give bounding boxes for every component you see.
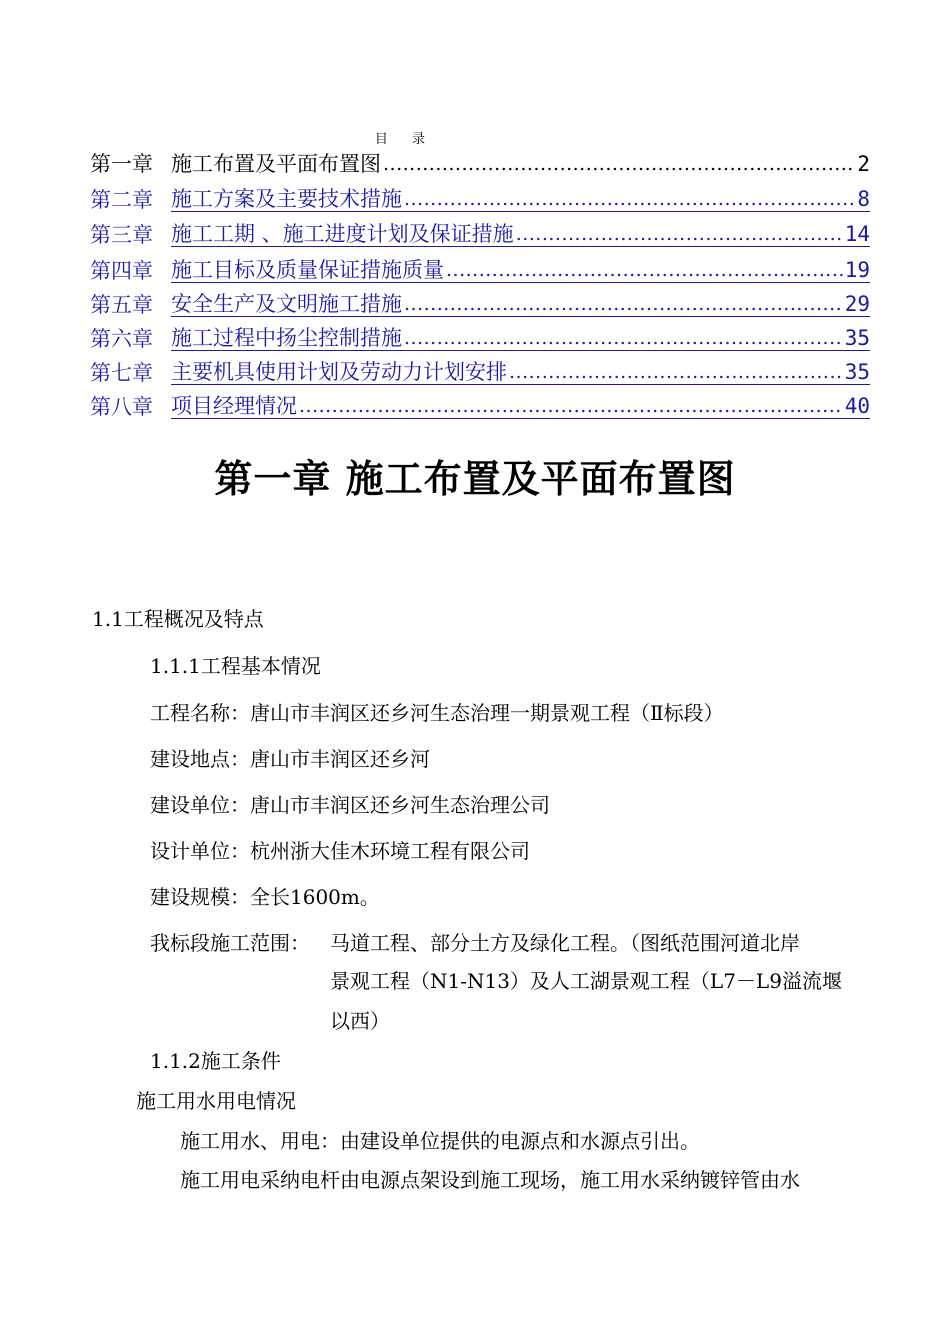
toc-link[interactable] (171, 187, 870, 212)
toc-link[interactable] (171, 222, 870, 247)
toc-link[interactable] (171, 292, 870, 317)
project-name-line: 工程名称：唐山市丰润区还乡河生态治理一期景观工程（Ⅱ标段） (150, 701, 724, 725)
toc-page-number: 8 (857, 187, 870, 211)
toc-chapter-number: 第八章 (90, 395, 153, 419)
section-heading-1-1-2: 1.1.2施工条件 (150, 1049, 281, 1073)
paragraph-1: 施工用水、用电：由建设单位提供的电源点和水源点引出。 (180, 1129, 700, 1153)
toc-leader-dots (383, 152, 855, 176)
toc-page-number: 14 (844, 222, 870, 246)
section-heading-1-1-1: 1.1.1工程基本情况 (150, 654, 321, 678)
toc-leader-dots (516, 222, 843, 246)
toc-leader-dots (404, 187, 855, 211)
chapter-title: 第一章 施工布置及平面布置图 (214, 457, 736, 501)
toc-link[interactable] (171, 394, 870, 419)
toc-chapter-number: 第六章 (90, 327, 153, 351)
toc-chapter-title: 施工工期 、施工进度计划及保证措施 (171, 222, 514, 246)
toc-link[interactable] (171, 326, 870, 351)
toc-page-number: 40 (844, 394, 870, 418)
toc-chapter-number: 第三章 (90, 223, 153, 247)
toc-link[interactable] (171, 360, 870, 385)
toc-chapter-title: 施工目标及质量保证措施质量 (171, 258, 444, 282)
toc-chapter-number: 第七章 (90, 361, 153, 385)
toc-chapter-title: 项目经理情况 (171, 394, 297, 418)
toc-leader-dots (404, 326, 843, 350)
scale-line: 建设规模：全长1600m。 (150, 885, 380, 909)
designer-line: 设计单位：杭州浙大佳木环境工程有限公司 (150, 839, 530, 863)
toc-entry-3[interactable] (90, 213, 870, 247)
toc-link[interactable] (171, 258, 870, 283)
toc-chapter-title: 主要机具使用计划及劳动力计划安排 (171, 360, 507, 384)
toc-chapter-title: 施工布置及平面布置图 (171, 152, 381, 176)
toc-entry-7[interactable] (90, 351, 870, 385)
toc-entry-4[interactable] (90, 249, 870, 283)
paragraph-2: 施工用电采纳电杆由电源点架设到施工现场，施工用水采纳镀锌管由水 (180, 1168, 800, 1192)
toc-chapter-number: 第一章 (90, 152, 153, 176)
toc-entry-2[interactable] (90, 178, 870, 212)
toc-page-number: 29 (844, 292, 870, 316)
owner-line: 建设单位：唐山市丰润区还乡河生态治理公司 (150, 793, 550, 817)
toc-page-number: 35 (844, 360, 870, 384)
toc-entry-6[interactable] (90, 317, 870, 351)
scope-line-2: 景观工程（N1-N13）及人工湖景观工程（L7－L9溢流堰 (330, 969, 842, 993)
location-line: 建设地点：唐山市丰润区还乡河 (150, 747, 430, 771)
toc-leader-dots (299, 394, 843, 418)
toc-entry-1[interactable] (90, 142, 870, 176)
toc-chapter-number: 第四章 (90, 259, 153, 283)
toc-chapter-number: 第五章 (90, 293, 153, 317)
toc-leader-dots (509, 360, 843, 384)
section-heading-1-1: 1.1工程概况及特点 (92, 607, 264, 631)
toc-entry-5[interactable] (90, 283, 870, 317)
toc-chapter-title: 安全生产及文明施工措施 (171, 292, 402, 316)
toc-chapter-number: 第二章 (90, 188, 153, 212)
toc-page-number: 19 (844, 258, 870, 282)
toc-chapter-title: 施工方案及主要技术措施 (171, 187, 402, 211)
toc-entry-8[interactable] (90, 385, 870, 419)
scope-label: 我标段施工范围： (150, 931, 310, 955)
toc-heading: 目 录 (374, 132, 436, 147)
toc-chapter-title: 施工过程中扬尘控制措施 (171, 326, 402, 350)
toc-page-number: 2 (857, 152, 870, 176)
scope-line-1: 马道工程、部分土方及绿化工程。（图纸范围河道北岸 (330, 931, 800, 955)
toc-page-number: 35 (844, 326, 870, 350)
scope-line-3: 以西） (330, 1009, 390, 1033)
toc-leader-dots (404, 292, 843, 316)
water-power-heading: 施工用水用电情况 (136, 1089, 296, 1113)
toc-leader-dots (446, 258, 843, 282)
